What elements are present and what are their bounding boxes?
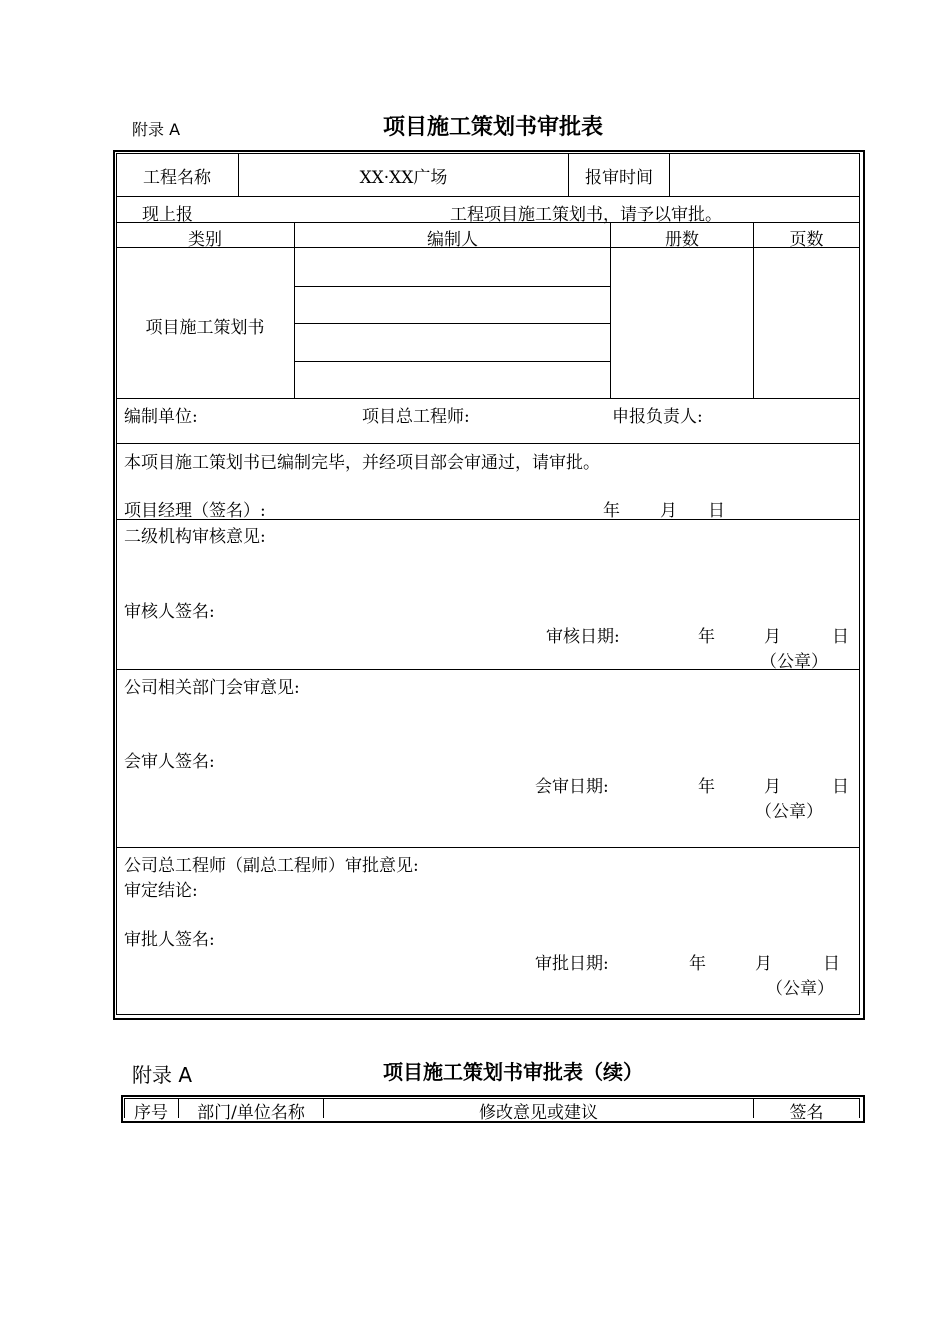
header-pages: 页数 — [789, 230, 824, 250]
department-review-signer: 会审人签名: — [124, 752, 215, 772]
chief-approval-seal: （公章） — [766, 979, 834, 999]
header-category: 类别 — [188, 230, 222, 250]
chief-approval-signer: 审批人签名: — [124, 930, 215, 950]
manager-date-year: 年 — [603, 501, 620, 521]
secondary-review-day: 日 — [832, 627, 849, 647]
submit-prefix: 现上报 — [142, 205, 193, 225]
chief-engineer-label: 项目总工程师: — [362, 407, 470, 427]
appendix-label-continued: 附录 A — [132, 1063, 193, 1087]
chief-approval-date-label: 审批日期: — [535, 954, 609, 974]
secondary-review-signer: 审核人签名: — [124, 602, 215, 622]
department-review-day: 日 — [832, 777, 849, 797]
department-review-month: 月 — [764, 777, 781, 797]
revision-header-no: 序号 — [134, 1103, 168, 1123]
appendix-label: 附录 A — [132, 120, 181, 139]
manager-date-month: 月 — [660, 501, 677, 521]
revision-header-signature: 签名 — [789, 1103, 824, 1123]
department-review-date-label: 会审日期: — [535, 777, 609, 797]
secondary-review-seal: （公章） — [760, 652, 828, 672]
revision-header-opinion: 修改意见或建议 — [479, 1103, 598, 1123]
department-review-seal: （公章） — [755, 802, 823, 822]
header-volumes: 册数 — [665, 230, 699, 250]
secondary-review-year: 年 — [698, 627, 715, 647]
chief-approval-day: 日 — [823, 954, 840, 974]
revision-header-department: 部门/单位名称 — [197, 1103, 305, 1123]
form-title-continued: 项目施工策划书审批表（续） — [383, 1060, 643, 1084]
project-name-value: XX·XX广场 — [359, 168, 448, 188]
submit-text: 工程项目施工策划书，请予以审批。 — [450, 205, 722, 225]
secondary-review-opinion: 二级机构审核意见: — [124, 527, 266, 547]
header-author: 编制人 — [427, 230, 478, 250]
secondary-review-date-label: 审核日期: — [546, 627, 620, 647]
chief-approval-conclusion: 审定结论: — [124, 881, 198, 901]
report-time-label: 报审时间 — [585, 168, 653, 188]
chief-approval-year: 年 — [689, 954, 706, 974]
manager-date-day: 日 — [708, 501, 725, 521]
secondary-review-month: 月 — [764, 627, 781, 647]
form-title: 项目施工策划书审批表 — [383, 114, 604, 140]
department-review-opinion: 公司相关部门会审意见: — [124, 678, 300, 698]
manager-signature-label: 项目经理（签名）: — [124, 501, 266, 521]
department-review-year: 年 — [698, 777, 715, 797]
responsible-label: 申报负责人: — [612, 407, 703, 427]
unit-label: 编制单位: — [124, 407, 198, 427]
chief-approval-month: 月 — [755, 954, 772, 974]
completion-statement: 本项目施工策划书已编制完毕，并经项目部会审通过，请审批。 — [124, 453, 600, 473]
project-name-label: 工程名称 — [143, 168, 211, 188]
chief-approval-opinion: 公司总工程师（副总工程师）审批意见: — [124, 856, 419, 876]
category-value: 项目施工策划书 — [145, 318, 265, 338]
